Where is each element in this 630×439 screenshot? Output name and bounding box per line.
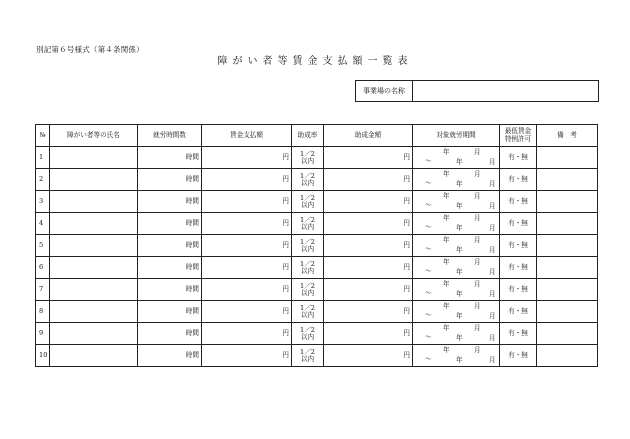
worker-name-cell[interactable] — [50, 257, 138, 279]
subsidy-unit: 円 — [403, 307, 410, 316]
header-wage: 賃金支払額 — [202, 125, 292, 147]
permit-cell[interactable] — [500, 323, 537, 345]
remarks-cell[interactable] — [537, 169, 598, 191]
hours-unit: 時間 — [185, 219, 199, 228]
rate-cell — [292, 235, 324, 257]
period-start-month: 月 — [474, 280, 481, 288]
wage-unit: 円 — [282, 219, 289, 228]
wage-unit: 円 — [282, 175, 289, 184]
worker-name-cell[interactable] — [50, 279, 138, 301]
period-end-month: 月 — [489, 268, 496, 276]
wage-cell[interactable] — [202, 213, 292, 235]
period-end-year: 年 — [456, 224, 463, 232]
wage-cell[interactable] — [202, 323, 292, 345]
permit-choice: 有・無 — [508, 307, 528, 316]
wage-unit: 円 — [282, 329, 289, 338]
table-row — [36, 279, 598, 301]
header-period: 対象就労期間 — [413, 125, 500, 147]
hours-unit: 時間 — [185, 153, 199, 162]
hours-cell[interactable] — [138, 213, 202, 235]
permit-cell[interactable] — [500, 257, 537, 279]
rate-fraction: 1／2 — [300, 259, 315, 268]
rate-fraction: 1／2 — [300, 237, 315, 246]
rate-fraction: 1／2 — [300, 193, 315, 202]
period-end-year: 年 — [456, 268, 463, 276]
table-row — [36, 345, 598, 367]
permit-cell[interactable] — [500, 345, 537, 367]
hours-cell[interactable] — [138, 235, 202, 257]
wage-cell[interactable] — [202, 279, 292, 301]
subsidy-unit: 円 — [403, 263, 410, 272]
period-end-month: 月 — [489, 312, 496, 320]
period-cell[interactable] — [413, 257, 500, 279]
rate-within: 以内 — [300, 222, 315, 231]
wage-unit: 円 — [282, 263, 289, 272]
office-name-box — [355, 80, 599, 102]
period-end-month: 月 — [489, 224, 496, 232]
table-header-row — [36, 125, 598, 147]
period-start-month: 月 — [474, 236, 481, 244]
form-identifier: 別記第６号様式（第４条関係） — [36, 45, 144, 54]
row-number: 10 — [36, 345, 50, 367]
period-end-month: 月 — [489, 290, 496, 298]
period-end-year: 年 — [456, 334, 463, 342]
worker-name-cell[interactable] — [50, 191, 138, 213]
period-cell[interactable] — [413, 191, 500, 213]
period-start-month: 月 — [474, 148, 481, 156]
permit-cell[interactable] — [500, 191, 537, 213]
rate-fraction: 1／2 — [300, 325, 315, 334]
hours-unit: 時間 — [185, 285, 199, 294]
subsidy-cell[interactable] — [324, 345, 413, 367]
rate-within: 以内 — [300, 354, 315, 363]
period-end-year: 年 — [456, 356, 463, 364]
period-cell[interactable] — [413, 279, 500, 301]
header-min-wage-permit — [500, 125, 537, 147]
period-end-year: 年 — [456, 312, 463, 320]
period-end-year: 年 — [456, 290, 463, 298]
wage-unit: 円 — [282, 241, 289, 250]
period-start-year: 年 — [443, 236, 450, 244]
period-start-month: 月 — [474, 214, 481, 222]
worker-name-cell[interactable] — [50, 147, 138, 169]
period-start-month: 月 — [474, 302, 481, 310]
period-cell[interactable] — [413, 345, 500, 367]
header-subsidy: 助成金額 — [324, 125, 413, 147]
office-name-field[interactable] — [413, 81, 598, 101]
period-end-year: 年 — [456, 158, 463, 166]
period-start-month: 月 — [474, 346, 481, 354]
row-number: 6 — [36, 257, 50, 279]
period-separator: ～ — [425, 311, 432, 319]
rate-fraction: 1／2 — [300, 215, 315, 224]
period-cell[interactable] — [413, 323, 500, 345]
hours-cell[interactable] — [138, 257, 202, 279]
period-start-year: 年 — [443, 170, 450, 178]
wage-cell[interactable] — [202, 235, 292, 257]
hours-cell[interactable] — [138, 279, 202, 301]
hours-cell[interactable] — [138, 323, 202, 345]
rate-cell — [292, 169, 324, 191]
period-start-year: 年 — [443, 280, 450, 288]
period-start-year: 年 — [443, 214, 450, 222]
subsidy-cell[interactable] — [324, 147, 413, 169]
hours-cell[interactable] — [138, 345, 202, 367]
remarks-cell[interactable] — [537, 147, 598, 169]
period-end-month: 月 — [489, 246, 496, 254]
subsidy-unit: 円 — [403, 285, 410, 294]
permit-cell[interactable] — [500, 235, 537, 257]
row-number: 1 — [36, 147, 50, 169]
period-start-month: 月 — [474, 170, 481, 178]
subsidy-unit: 円 — [403, 219, 410, 228]
permit-cell[interactable] — [500, 169, 537, 191]
subsidy-unit: 円 — [403, 153, 410, 162]
rate-cell — [292, 345, 324, 367]
header-name: 障がい者等の氏名 — [50, 125, 138, 147]
period-cell[interactable] — [413, 213, 500, 235]
table-row — [36, 301, 598, 323]
rate-cell — [292, 147, 324, 169]
hours-cell[interactable] — [138, 191, 202, 213]
period-cell[interactable] — [413, 301, 500, 323]
period-end-month: 月 — [489, 334, 496, 342]
permit-choice: 有・無 — [508, 175, 528, 184]
period-start-year: 年 — [443, 302, 450, 310]
header-no: № — [36, 125, 50, 147]
period-start-year: 年 — [443, 192, 450, 200]
period-start-year: 年 — [443, 346, 450, 354]
period-start-year: 年 — [443, 258, 450, 266]
subsidy-unit: 円 — [403, 329, 410, 338]
table-row — [36, 235, 598, 257]
subsidy-cell[interactable] — [324, 213, 413, 235]
permit-choice: 有・無 — [508, 241, 528, 250]
period-separator: ～ — [425, 157, 432, 165]
permit-cell[interactable] — [500, 279, 537, 301]
period-start-month: 月 — [474, 324, 481, 332]
period-end-month: 月 — [489, 158, 496, 166]
subsidy-cell[interactable] — [324, 323, 413, 345]
period-end-year: 年 — [456, 202, 463, 210]
row-number: 4 — [36, 213, 50, 235]
period-separator: ～ — [425, 223, 432, 231]
period-end-year: 年 — [456, 180, 463, 188]
wage-cell[interactable] — [202, 191, 292, 213]
rate-cell — [292, 213, 324, 235]
wage-cell[interactable] — [202, 301, 292, 323]
wage-payment-table — [35, 124, 598, 367]
subsidy-cell[interactable] — [324, 169, 413, 191]
rate-within: 以内 — [300, 244, 315, 253]
subsidy-unit: 円 — [403, 241, 410, 250]
worker-name-cell[interactable] — [50, 235, 138, 257]
hours-unit: 時間 — [185, 197, 199, 206]
rate-cell — [292, 257, 324, 279]
table-row — [36, 257, 598, 279]
permit-cell[interactable] — [500, 301, 537, 323]
period-separator: ～ — [425, 267, 432, 275]
period-start-year: 年 — [443, 324, 450, 332]
subsidy-cell[interactable] — [324, 279, 413, 301]
header-remarks: 備 考 — [537, 125, 598, 147]
permit-choice: 有・無 — [508, 153, 528, 162]
rate-within: 以内 — [300, 288, 315, 297]
period-separator: ～ — [425, 201, 432, 209]
period-separator: ～ — [425, 355, 432, 363]
hours-unit: 時間 — [185, 241, 199, 250]
header-hours: 就労時間数 — [138, 125, 202, 147]
remarks-cell[interactable] — [537, 257, 598, 279]
row-number: 9 — [36, 323, 50, 345]
period-end-month: 月 — [489, 356, 496, 364]
row-number: 5 — [36, 235, 50, 257]
wage-unit: 円 — [282, 153, 289, 162]
rate-cell — [292, 301, 324, 323]
table-row — [36, 213, 598, 235]
wage-cell[interactable] — [202, 345, 292, 367]
permit-choice: 有・無 — [508, 263, 528, 272]
remarks-cell[interactable] — [537, 235, 598, 257]
header-min-wage-line1: 最低賃金 — [504, 126, 532, 135]
rate-fraction: 1／2 — [300, 347, 315, 356]
table-row — [36, 323, 598, 345]
worker-name-cell[interactable] — [50, 301, 138, 323]
rate-fraction: 1／2 — [300, 281, 315, 290]
header-min-wage-line2: 特例許可 — [504, 134, 532, 143]
subsidy-cell[interactable] — [324, 235, 413, 257]
hours-unit: 時間 — [185, 175, 199, 184]
subsidy-cell[interactable] — [324, 191, 413, 213]
hours-unit: 時間 — [185, 329, 199, 338]
rate-cell — [292, 279, 324, 301]
period-start-year: 年 — [443, 148, 450, 156]
period-separator: ～ — [425, 333, 432, 341]
wage-cell[interactable] — [202, 147, 292, 169]
hours-unit: 時間 — [185, 263, 199, 272]
hours-unit: 時間 — [185, 351, 199, 360]
rate-fraction: 1／2 — [300, 303, 315, 312]
subsidy-unit: 円 — [403, 351, 410, 360]
period-start-month: 月 — [474, 192, 481, 200]
hours-unit: 時間 — [185, 307, 199, 316]
worker-name-cell[interactable] — [50, 213, 138, 235]
rate-within: 以内 — [300, 156, 315, 165]
wage-cell[interactable] — [202, 169, 292, 191]
permit-choice: 有・無 — [508, 219, 528, 228]
table-row — [36, 191, 598, 213]
period-separator: ～ — [425, 245, 432, 253]
worker-name-cell[interactable] — [50, 323, 138, 345]
rate-within: 以内 — [300, 266, 315, 275]
rate-within: 以内 — [300, 178, 315, 187]
subsidy-unit: 円 — [403, 197, 410, 206]
wage-unit: 円 — [282, 285, 289, 294]
hours-cell[interactable] — [138, 301, 202, 323]
rate-cell — [292, 191, 324, 213]
remarks-cell[interactable] — [537, 279, 598, 301]
subsidy-unit: 円 — [403, 175, 410, 184]
rate-within: 以内 — [300, 332, 315, 341]
worker-name-cell[interactable] — [50, 169, 138, 191]
remarks-cell[interactable] — [537, 191, 598, 213]
hours-cell[interactable] — [138, 147, 202, 169]
office-name-label: 事業場の名称 — [356, 81, 413, 101]
period-end-month: 月 — [489, 202, 496, 210]
hours-cell[interactable] — [138, 169, 202, 191]
row-number: 7 — [36, 279, 50, 301]
rate-fraction: 1／2 — [300, 171, 315, 180]
rate-within: 以内 — [300, 200, 315, 209]
wage-unit: 円 — [282, 307, 289, 316]
document-title: 障がい者等賃金支払額一覧表 — [217, 56, 413, 67]
rate-fraction: 1／2 — [300, 149, 315, 158]
rate-within: 以内 — [300, 310, 315, 319]
period-separator: ～ — [425, 289, 432, 297]
row-number: 3 — [36, 191, 50, 213]
permit-choice: 有・無 — [508, 351, 528, 360]
row-number: 2 — [36, 169, 50, 191]
row-number: 8 — [36, 301, 50, 323]
period-cell[interactable] — [413, 235, 500, 257]
period-end-month: 月 — [489, 180, 496, 188]
remarks-cell[interactable] — [537, 323, 598, 345]
period-start-month: 月 — [474, 258, 481, 266]
remarks-cell[interactable] — [537, 213, 598, 235]
period-cell[interactable] — [413, 169, 500, 191]
wage-unit: 円 — [282, 351, 289, 360]
remarks-cell[interactable] — [537, 301, 598, 323]
permit-choice: 有・無 — [508, 285, 528, 294]
wage-cell[interactable] — [202, 257, 292, 279]
permit-choice: 有・無 — [508, 329, 528, 338]
table-row — [36, 147, 598, 169]
period-cell[interactable] — [413, 147, 500, 169]
period-separator: ～ — [425, 179, 432, 187]
wage-unit: 円 — [282, 197, 289, 206]
worker-name-cell[interactable] — [50, 345, 138, 367]
permit-cell[interactable] — [500, 213, 537, 235]
subsidy-cell[interactable] — [324, 257, 413, 279]
table-row — [36, 169, 598, 191]
permit-choice: 有・無 — [508, 197, 528, 206]
subsidy-cell[interactable] — [324, 301, 413, 323]
remarks-cell[interactable] — [537, 345, 598, 367]
rate-cell — [292, 323, 324, 345]
permit-cell[interactable] — [500, 147, 537, 169]
period-end-year: 年 — [456, 246, 463, 254]
header-rate: 助成率 — [292, 125, 324, 147]
